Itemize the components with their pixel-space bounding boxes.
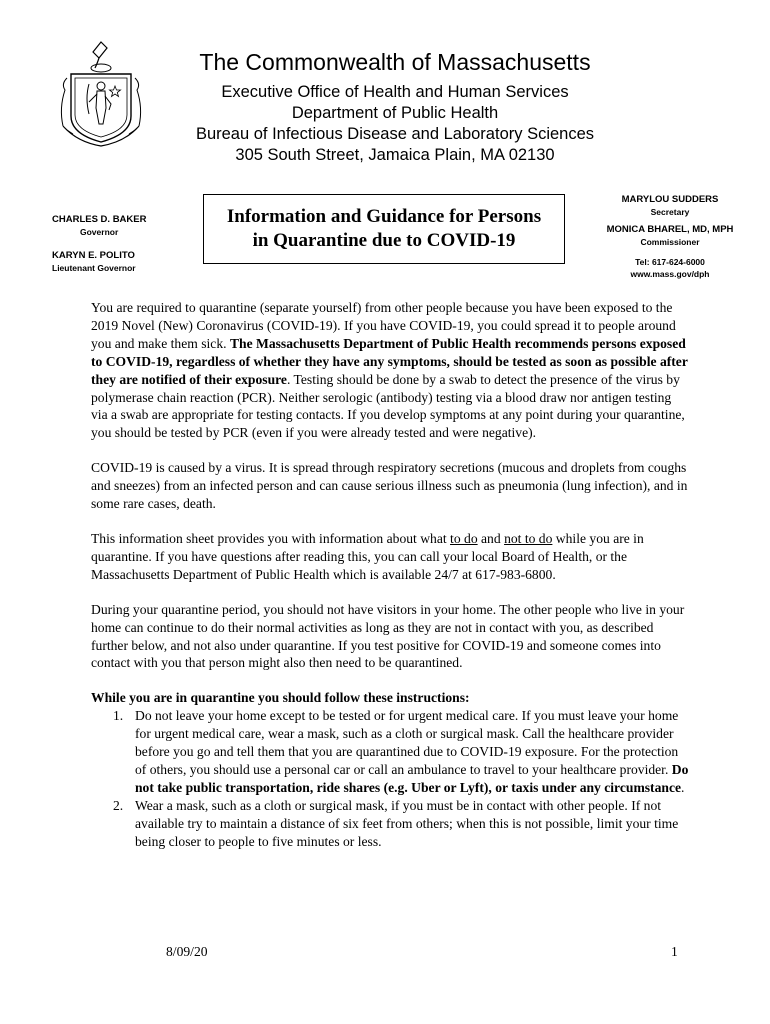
- header-line-agency: Executive Office of Health and Human Services: [221, 83, 569, 101]
- paragraph-text: while you are in quarantine. If you have questions after reading this, you can call your local Board of Health, or the Massachusetts Department of Public Health which is available 24/7 at 617-983-6800.: [91, 530, 644, 582]
- governor-title: Governor: [80, 227, 119, 237]
- paragraph-bold-text: The Massachusetts Department of Public Health recommends persons exposed to COVID-19, regardless of whether they have any symptoms, should be tested as soon as possible after they are notified of their exposure: [91, 335, 688, 387]
- paragraph-info-sheet: [91, 530, 691, 584]
- paragraph-virus: COVID-19 is caused by a virus. It is spread through respiratory secretions (mucous and droplets from coughs and sneezes) from an infected person and can cause serious illness such as pneumonia (lung infection), and in some rare cases, death.: [91, 460, 688, 512]
- footer-date: 8/09/20: [166, 944, 208, 959]
- document-title-line-1: Information and Guidance for Persons: [226, 206, 542, 227]
- paragraph-text: This information sheet provides you with information about what: [91, 530, 451, 546]
- instructions-list: [91, 707, 691, 850]
- right-officials: [580, 194, 760, 280]
- lt-governor-title: Lieutenant Governor: [52, 263, 136, 273]
- list-item-bold-text: Do not take public transportation, ride shares (e.g. Uber or Lyft), or taxis under any circumstance: [135, 761, 689, 795]
- paragraph-testing: [91, 299, 691, 442]
- secretary-title: Secretary: [650, 207, 690, 217]
- underlined-text: not to do: [504, 530, 553, 546]
- paragraph-text: You are required to quarantine (separate yourself) from other people because you have been exposed to the 2019 Novel (New) Coronavirus (COVID-19). If you have COVID-19, you could spread it to people around you and make them sick.: [91, 300, 676, 351]
- header-line-department: Department of Public Health: [291, 104, 499, 122]
- list-item: [91, 797, 691, 851]
- commissioner-title: Commissioner: [640, 237, 700, 247]
- paragraph-visitors: During your quarantine period, you should not have visitors in your home. The other people who live in your home can continue to do their normal activities as long as they are not in contact with you, as described further below, and not also under quarantine. If you test positive for COVID-19 and someone comes into contact with you that person might also then need to be quarantined.: [91, 601, 685, 671]
- telephone: Tel: 617-624-6000: [635, 257, 705, 267]
- website: www.mass.gov/dph: [630, 269, 710, 279]
- instructions-heading: While you are in quarantine you should follow these instructions:: [91, 690, 470, 706]
- letterhead: [160, 48, 630, 166]
- document-body: [91, 299, 691, 850]
- list-number: 2.: [113, 797, 124, 813]
- page-number: 1: [671, 944, 678, 959]
- page-title: The Commonwealth of Massachusetts: [199, 49, 591, 75]
- header-line-address: 305 South Street, Jamaica Plain, MA 02130: [235, 146, 555, 164]
- underlined-text: to do: [450, 530, 478, 546]
- governor-name: CHARLES D. BAKER: [52, 214, 147, 225]
- lt-governor-name: KARYN E. POLITO: [52, 250, 135, 261]
- document-title-line-2: in Quarantine due to COVID-19: [252, 230, 516, 251]
- commissioner-name: MONICA BHAREL, MD, MPH: [606, 224, 734, 235]
- document-title-box: [203, 194, 565, 264]
- massachusetts-seal-icon: [55, 38, 147, 150]
- left-officials: [52, 214, 192, 274]
- list-item: [91, 707, 691, 797]
- paragraph-text: and: [477, 530, 505, 546]
- list-item-text: .: [681, 779, 685, 795]
- list-item-text: Wear a mask, such as a cloth or surgical mask, if you must be in contact with other people. If not available try to maintain a distance of six feet from others; when this is not possible, limit your time being closer to people to five minutes or less.: [135, 797, 679, 849]
- header-line-bureau: Bureau of Infectious Disease and Laboratory Sciences: [195, 125, 595, 143]
- paragraph-text: . Testing should be done by a swab to detect the presence of the virus by polymerase chain reaction (PCR). Neither serologic (antibody) testing via a blood draw nor antigen testing via a swab are appropriate for testing contacts. If you develop symptoms at any point during your quarantine, you should be tested by PCR (even if you were already tested and were negative).: [91, 371, 685, 441]
- list-item-text: Do not leave your home except to be tested or for urgent medical care. If you must leave your home for urgent medical care, wear a mask, such as a cloth or surgical mask. Call the healthcare provider before you go and tell them that you are quarantined due to COVID-19 exposure. For the protection of others, you should use a personal car or call an ambulance to travel to your healthcare provider.: [135, 708, 679, 777]
- secretary-name: MARYLOU SUDDERS: [621, 194, 719, 205]
- list-number: 1.: [113, 708, 124, 724]
